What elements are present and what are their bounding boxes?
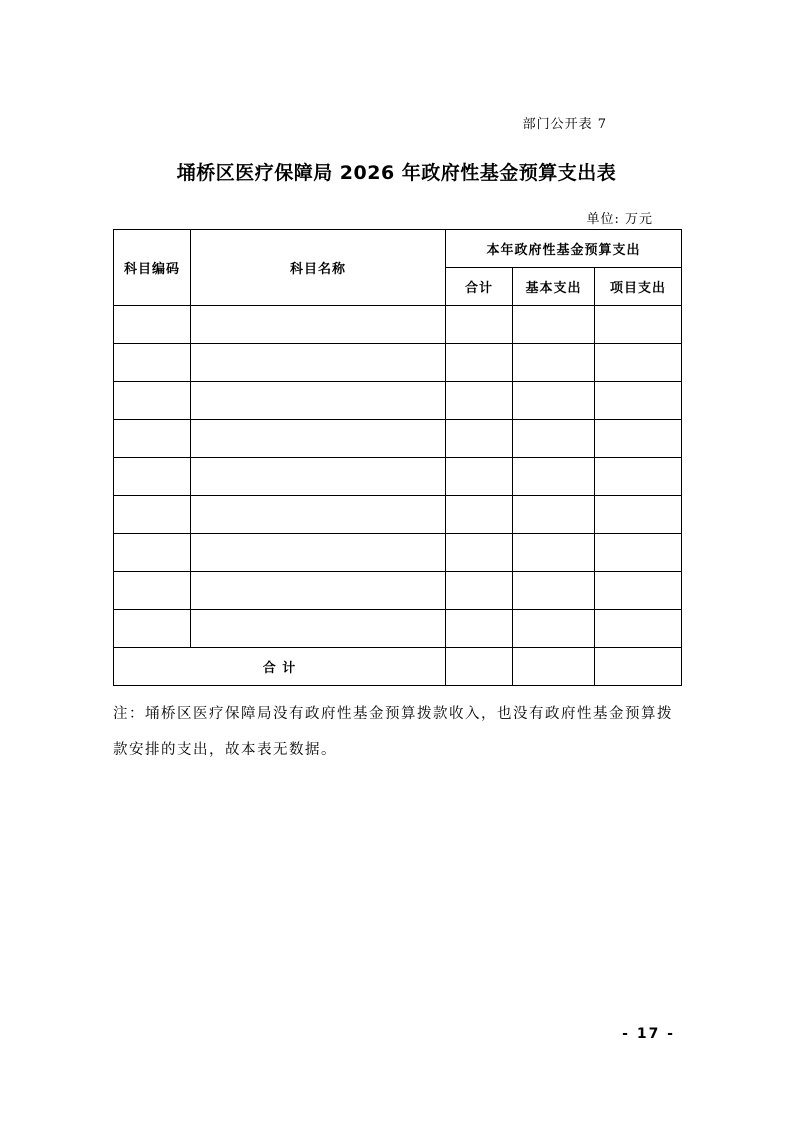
budget-table	[113, 229, 682, 686]
cell	[191, 610, 446, 648]
form-number: 部门公开表 7	[522, 117, 607, 132]
cell	[114, 382, 191, 420]
total-label: 合 计	[114, 648, 446, 686]
cell	[446, 572, 513, 610]
cell	[513, 496, 595, 534]
header-total: 合计	[446, 268, 513, 306]
cell	[114, 534, 191, 572]
table-row	[114, 610, 682, 648]
cell	[595, 306, 682, 344]
cell	[446, 344, 513, 382]
cell	[446, 496, 513, 534]
cell	[595, 610, 682, 648]
cell	[513, 344, 595, 382]
table-row	[114, 382, 682, 420]
cell	[191, 420, 446, 458]
cell	[191, 306, 446, 344]
cell	[595, 382, 682, 420]
cell	[513, 382, 595, 420]
cell	[114, 420, 191, 458]
cell	[595, 572, 682, 610]
header-basic-expenditure: 基本支出	[513, 268, 595, 306]
header-subject-name: 科目名称	[191, 230, 446, 306]
total-cell	[446, 648, 513, 686]
cell	[191, 572, 446, 610]
cell	[114, 610, 191, 648]
page-title: 埇桥区医疗保障局 2026 年政府性基金预算支出表	[176, 162, 617, 184]
cell	[191, 534, 446, 572]
total-cell	[595, 648, 682, 686]
cell	[446, 458, 513, 496]
table-row	[114, 420, 682, 458]
header-project-expenditure: 项目支出	[595, 268, 682, 306]
cell	[595, 496, 682, 534]
cell	[446, 306, 513, 344]
cell	[595, 420, 682, 458]
total-row	[114, 648, 682, 686]
cell	[114, 572, 191, 610]
cell	[114, 496, 191, 534]
table-row	[114, 306, 682, 344]
cell	[446, 382, 513, 420]
cell	[191, 458, 446, 496]
cell	[446, 420, 513, 458]
header-subject-code: 科目编码	[114, 230, 191, 306]
cell	[513, 458, 595, 496]
table-note: 注：埇桥区医疗保障局没有政府性基金预算拨款收入，也没有政府性基金预算拨款安排的支出，故本表无数据。	[113, 706, 673, 758]
table-row	[114, 534, 682, 572]
cell	[446, 534, 513, 572]
cell	[513, 572, 595, 610]
cell	[446, 610, 513, 648]
header-fund-expenditure: 本年政府性基金预算支出	[446, 230, 682, 268]
cell	[114, 458, 191, 496]
cell	[513, 534, 595, 572]
cell	[114, 306, 191, 344]
unit-label: 单位: 万元	[586, 212, 653, 227]
table-row	[114, 458, 682, 496]
cell	[191, 496, 446, 534]
cell	[114, 344, 191, 382]
cell	[191, 382, 446, 420]
table-header-row	[114, 230, 682, 268]
page-number: - 17 -	[622, 1026, 675, 1042]
table-row	[114, 496, 682, 534]
total-cell	[513, 648, 595, 686]
cell	[595, 534, 682, 572]
cell	[513, 420, 595, 458]
cell	[513, 610, 595, 648]
cell	[513, 306, 595, 344]
cell	[595, 344, 682, 382]
table-row	[114, 572, 682, 610]
cell	[191, 344, 446, 382]
cell	[595, 458, 682, 496]
table-row	[114, 344, 682, 382]
